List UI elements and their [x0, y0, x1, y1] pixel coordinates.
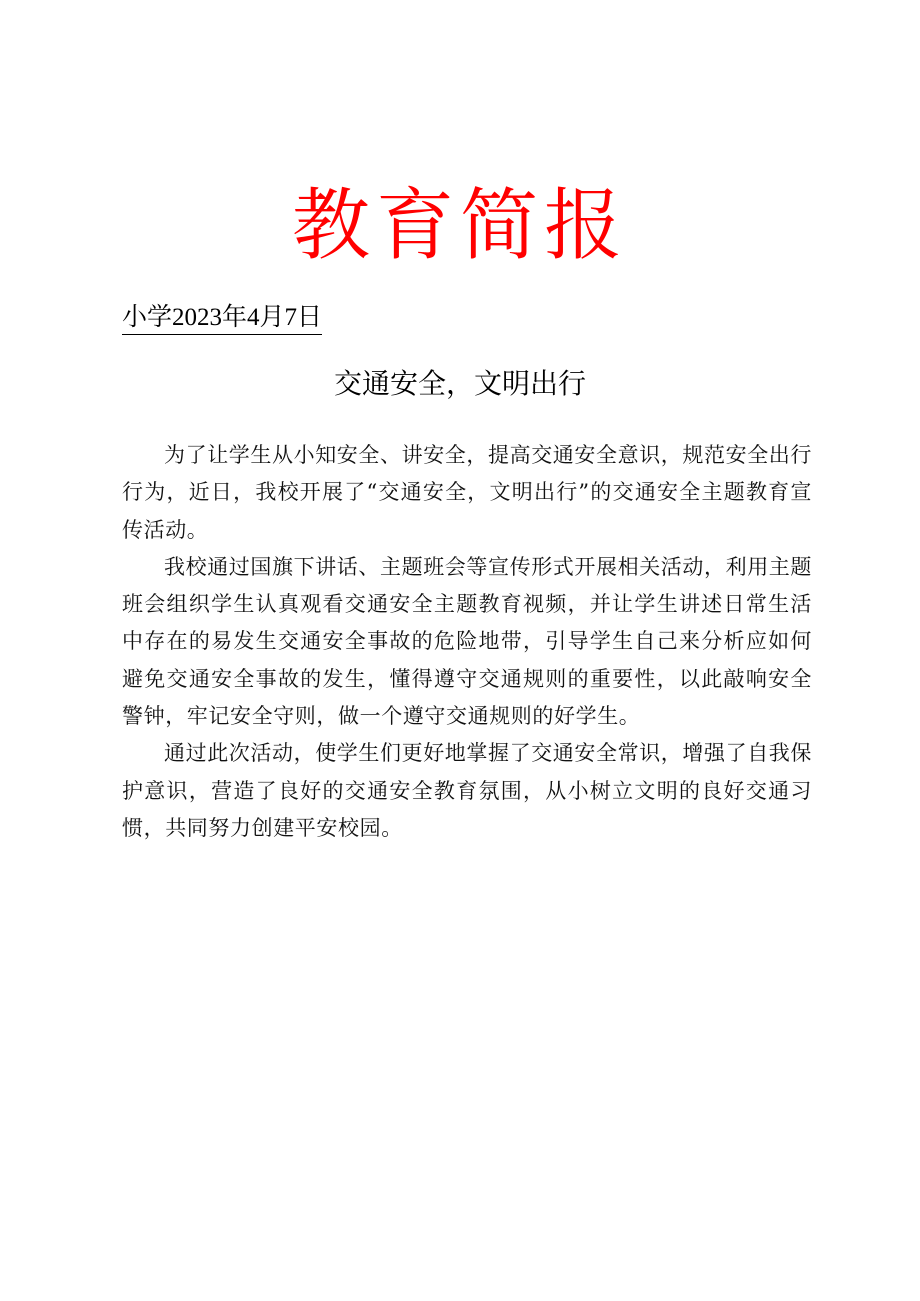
article-title: 交通安全，文明出行	[333, 367, 586, 400]
paragraph: 为了让学生从小知安全、讲安全，提高交通安全意识，规范安全出行行为，近日，我校开展了“交通安全，文明出行”的交通安全主题教育宣传活动。	[122, 443, 812, 542]
masthead-title: 教育简报	[291, 181, 628, 271]
paragraph: 我校通过国旗下讲话、主题班会等宣传形式开展相关活动，利用主题班会组织学生认真观看交通安全主题教育视频，并让学生讲述日常生活中存在的易发生交通安全事故的危险地带，引导学生自己来分析应如何避免交通安全事故的发生，懂得遵守交通规则的重要性，以此敲响安全警钟，牢记安全守则，做一个遵守交通规则的好学生。	[122, 554, 812, 729]
article-body	[122, 437, 812, 847]
paragraph: 通过此次活动，使学生们更好地掌握了交通安全常识，增强了自我保护意识，营造了良好的交通安全教育氛围，从小树立文明的良好交通习惯，共同努力创建平安校园。	[122, 741, 812, 840]
dateline: 小学2023年4月7日	[122, 302, 322, 335]
